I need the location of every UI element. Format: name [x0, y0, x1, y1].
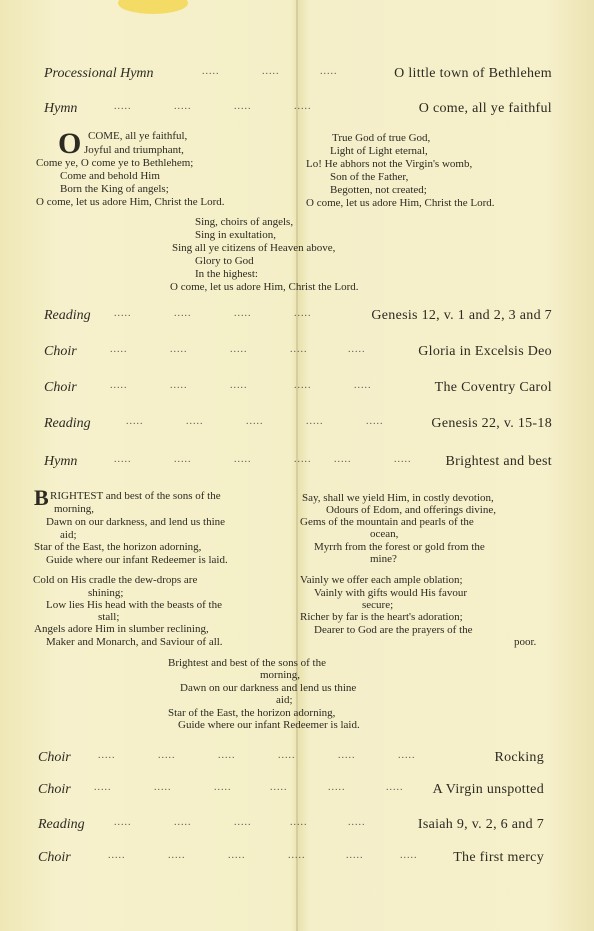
hymn-line: True God of true God, — [332, 132, 431, 144]
leader-dots: ..... — [114, 454, 132, 465]
row-label: Reading — [44, 416, 91, 431]
leader-dots: ..... — [94, 782, 112, 793]
row-label: Choir — [44, 344, 77, 359]
hymn-line: In the highest: — [195, 268, 258, 280]
leader-dots: ..... — [338, 750, 356, 761]
leader-dots: ..... — [394, 454, 412, 465]
hymn-line: Maker and Monarch, and Saviour of all. — [46, 636, 223, 648]
row-label: Hymn — [44, 454, 78, 469]
leader-dots: ..... — [114, 308, 132, 319]
leader-dots: ..... — [288, 850, 306, 861]
hymn-line: Come ye, O come ye to Bethlehem; — [36, 157, 194, 169]
hymn-line: Joyful and triumphant, — [84, 144, 184, 156]
leader-dots: ..... — [234, 454, 252, 465]
row-title: Brightest and best — [445, 454, 552, 469]
leader-dots: ..... — [228, 850, 246, 861]
leader-dots: ..... — [174, 308, 192, 319]
row-title: Isaiah 9, v. 2, 6 and 7 — [417, 817, 544, 832]
hymn-line: Gems of the mountain and pearls of the — [300, 516, 474, 528]
row-label: Processional Hymn — [44, 66, 154, 81]
leader-dots: ..... — [328, 782, 346, 793]
hymn-line: aid; — [60, 529, 77, 541]
leader-dots: ..... — [114, 817, 132, 828]
programme-row — [0, 850, 594, 872]
hymn-line: secure; — [362, 599, 394, 611]
programme-row — [0, 380, 594, 402]
hymn-line: ocean, — [370, 528, 399, 540]
programme-row — [0, 817, 594, 839]
leader-dots: ..... — [230, 344, 248, 355]
drop-cap: O — [58, 127, 82, 160]
programme-row — [0, 750, 594, 772]
hymn-line: stall; — [98, 611, 120, 623]
leader-dots: ..... — [306, 416, 324, 427]
hymn-line: Dearer to God are the prayers of the — [314, 624, 473, 636]
leader-dots: ..... — [110, 380, 128, 391]
hymn-line: Star of the East, the horizon adorning, — [34, 541, 202, 553]
row-title: The first mercy — [453, 850, 544, 865]
programme-row — [0, 782, 594, 804]
leader-dots: ..... — [158, 750, 176, 761]
leader-dots: ..... — [386, 782, 404, 793]
programme-row — [0, 66, 594, 88]
leader-dots: ..... — [168, 850, 186, 861]
row-label: Reading — [44, 308, 91, 323]
leader-dots: ..... — [294, 101, 312, 112]
row-label: Choir — [38, 782, 71, 797]
leader-dots: ..... — [334, 454, 352, 465]
leader-dots: ..... — [278, 750, 296, 761]
row-title: The Coventry Carol — [434, 380, 552, 395]
leader-dots: ..... — [186, 416, 204, 427]
leader-dots: ..... — [354, 380, 372, 391]
row-title: Genesis 12, v. 1 and 2, 3 and 7 — [371, 308, 552, 323]
hymn-line: mine? — [370, 553, 397, 565]
hymn-line: Born the King of angels; — [60, 183, 169, 195]
leader-dots: ..... — [230, 380, 248, 391]
row-title: Genesis 22, v. 15-18 — [431, 416, 552, 431]
hymn-line: morning, — [54, 503, 95, 515]
drop-cap: B — [34, 485, 49, 510]
leader-dots: ..... — [246, 416, 264, 427]
leader-dots: ..... — [126, 416, 144, 427]
leader-dots: ..... — [290, 344, 308, 355]
programme-row — [0, 101, 594, 123]
leader-dots: ..... — [346, 850, 364, 861]
row-title: O little town of Bethlehem — [394, 66, 552, 81]
hymn-line: Say, shall we yield Him, in costly devotion, — [302, 492, 494, 504]
leader-dots: ..... — [170, 344, 188, 355]
hymn-line: O come, let us adore Him, Christ the Lord. — [36, 196, 225, 208]
hymn-line: Myrrh from the forest or gold from the — [314, 541, 485, 553]
programme-row — [0, 416, 594, 438]
hymn-line: Guide where our infant Redeemer is laid. — [46, 554, 228, 566]
hymn-line: poor. — [514, 636, 537, 648]
row-title: Gloria in Excelsis Deo — [418, 344, 552, 359]
row-label: Choir — [44, 380, 77, 395]
hymn-line: Star of the East, the horizon adorning, — [168, 707, 336, 719]
hymn-line: Lo! He abhors not the Virgin's womb, — [306, 158, 473, 170]
hymn-line: Sing all ye citizens of Heaven above, — [172, 242, 336, 254]
leader-dots: ..... — [290, 817, 308, 828]
hymn-line: Light of Light eternal, — [330, 145, 428, 157]
leader-dots: ..... — [348, 344, 366, 355]
row-label: Hymn — [44, 101, 78, 116]
leader-dots: ..... — [98, 750, 116, 761]
leader-dots: ..... — [294, 380, 312, 391]
leader-dots: ..... — [174, 454, 192, 465]
hymn-line: morning, — [260, 669, 301, 681]
hymn-line: RIGHTEST and best of the sons of the — [50, 490, 221, 502]
hymn-line: Vainly with gifts would His favour — [314, 587, 468, 599]
hymn-line: Odours of Edom, and offerings divine, — [326, 504, 496, 516]
hymn-line: Low lies His head with the beasts of the — [46, 599, 222, 611]
hymn-line: Son of the Father, — [330, 171, 409, 183]
programme-row — [0, 454, 594, 476]
hymn-line: Vainly we offer each ample oblation; — [300, 574, 463, 586]
programme-row — [0, 344, 594, 366]
leader-dots: ..... — [398, 750, 416, 761]
leader-dots: ..... — [218, 750, 236, 761]
hymn-line: Dawn on our darkness, and lend us thine — [46, 516, 226, 528]
leader-dots: ..... — [366, 416, 384, 427]
hymn-line: shining; — [88, 587, 124, 599]
programme-row — [0, 308, 594, 330]
hymn-line: Begotten, not created; — [330, 184, 427, 196]
hymn-line: Richer by far is the heart's adoration; — [300, 611, 463, 623]
hymn-line: Sing, choirs of angels, — [195, 216, 294, 228]
leader-dots: ..... — [234, 817, 252, 828]
hymn-line: Dawn on our darkness and lend us thine — [180, 682, 357, 694]
hymn-line: aid; — [276, 694, 293, 706]
leader-dots: ..... — [400, 850, 418, 861]
hymn-line: O come, let us adore Him, Christ the Lord. — [306, 197, 495, 209]
row-label: Choir — [38, 750, 71, 765]
leader-dots: ..... — [270, 782, 288, 793]
hymn-line: Sing in exultation, — [195, 229, 276, 241]
row-title: A Virgin unspotted — [432, 782, 544, 797]
leader-dots: ..... — [234, 101, 252, 112]
leader-dots: ..... — [154, 782, 172, 793]
leader-dots: ..... — [294, 308, 312, 319]
hymn-line: Angels adore Him in slumber reclining, — [34, 623, 209, 635]
row-label: Reading — [38, 817, 85, 832]
row-title: Rocking — [494, 750, 544, 765]
leader-dots: ..... — [170, 380, 188, 391]
leader-dots: ..... — [294, 454, 312, 465]
leader-dots: ..... — [202, 66, 220, 77]
leader-dots: ..... — [214, 782, 232, 793]
leader-dots: ..... — [114, 101, 132, 112]
leader-dots: ..... — [348, 817, 366, 828]
hymn-line: Cold on His cradle the dew-drops are — [33, 574, 198, 586]
hymn-line: COME, all ye faithful, — [88, 130, 188, 142]
hymn-line: Glory to God — [195, 255, 254, 267]
leader-dots: ..... — [110, 344, 128, 355]
hymn-line: Come and behold Him — [60, 170, 160, 182]
row-title: O come, all ye faithful — [418, 101, 552, 116]
hymn-line: Brightest and best of the sons of the — [168, 657, 326, 669]
hymn-line: O come, let us adore Him, Christ the Lord. — [170, 281, 359, 293]
leader-dots: ..... — [320, 66, 338, 77]
row-label: Choir — [38, 850, 71, 865]
leader-dots: ..... — [174, 817, 192, 828]
leader-dots: ..... — [174, 101, 192, 112]
leader-dots: ..... — [108, 850, 126, 861]
hymn-line: Guide where our infant Redeemer is laid. — [178, 719, 360, 731]
leader-dots: ..... — [262, 66, 280, 77]
leader-dots: ..... — [234, 308, 252, 319]
